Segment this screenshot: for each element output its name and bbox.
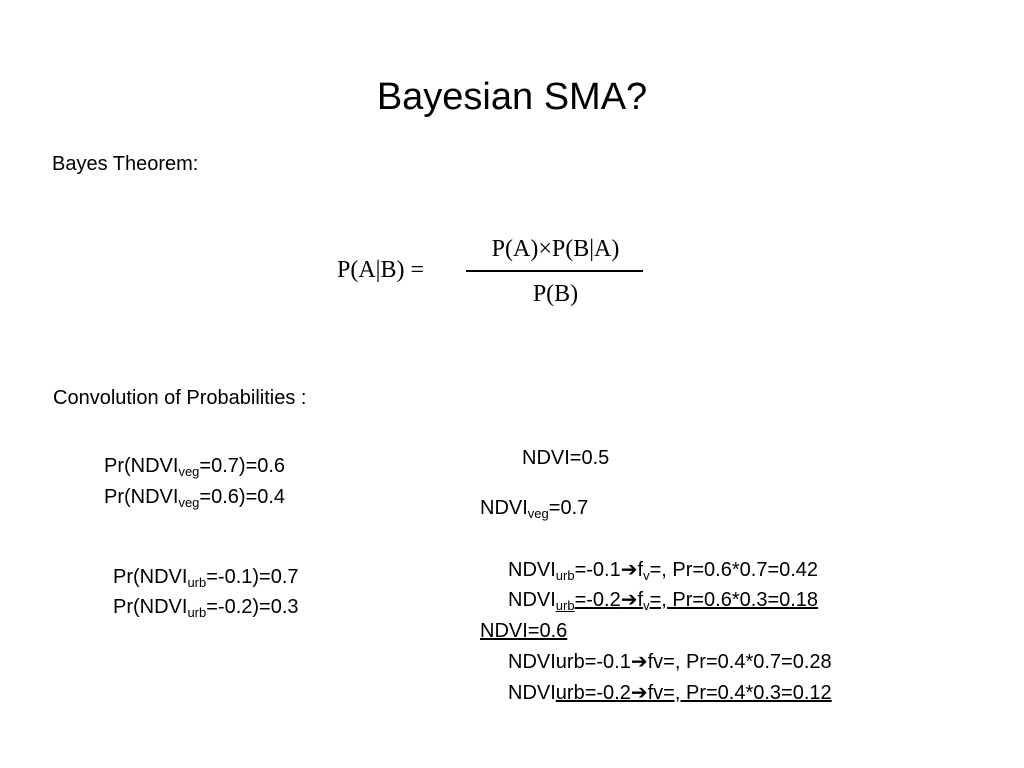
case-veg06-urb-01: NDVIurb=-0.1➔fv=, Pr=0.4*0.7=0.28 bbox=[508, 651, 832, 673]
formula-fraction-bar bbox=[466, 270, 643, 272]
arrow-icon: ➔ bbox=[620, 589, 638, 611]
formula-denominator: P(B) bbox=[532, 281, 579, 307]
arrow-icon: ➔ bbox=[630, 682, 648, 704]
prior-veg-1: $Pr(NDVI_{veg}=0.7)=0.6$ bbox=[104, 455, 286, 479]
case-veg07-urb-02: $NDVI_{urb}=-0.2➔f_v=$, Pr=0.6*0.3=0.18 bbox=[508, 589, 819, 613]
arrow-icon: ➔ bbox=[620, 559, 638, 581]
formula-lhs: P(A|B) = bbox=[337, 257, 425, 283]
case-veg07-urb-01: $NDVI_{urb}=-0.1➔f_v=$, Pr=0.6*0.7=0.42 bbox=[508, 559, 819, 583]
prior-urb-1: $Pr(NDVI_{urb}=-0.1)=0.7$ bbox=[113, 566, 299, 590]
arrow-icon: ➔ bbox=[630, 651, 648, 673]
ndvi-target: NDVI=0.5 bbox=[522, 447, 610, 469]
ndvi-veg-07: $NDVI_{veg}=0.7$ bbox=[480, 497, 589, 521]
slide-title: Bayesian SMA? bbox=[376, 76, 648, 118]
convolution-label: Convolution of Probabilities : bbox=[53, 387, 307, 409]
case-veg06-urb-02: NDVIurb=-0.2➔fv=, Pr=0.4*0.3=0.12 bbox=[508, 682, 832, 704]
prior-veg-2: $Pr(NDVI_{veg}=0.6)=0.4$ bbox=[104, 486, 286, 510]
prior-urb-2: $Pr(NDVI_{urb}=-0.2)=0.3$ bbox=[113, 596, 299, 620]
bayes-theorem-label: Bayes Theorem: bbox=[52, 153, 199, 175]
ndvi-veg-06: NDVI=0.6 bbox=[480, 620, 568, 642]
formula-numerator: P(A)×P(B|A) bbox=[491, 236, 620, 262]
